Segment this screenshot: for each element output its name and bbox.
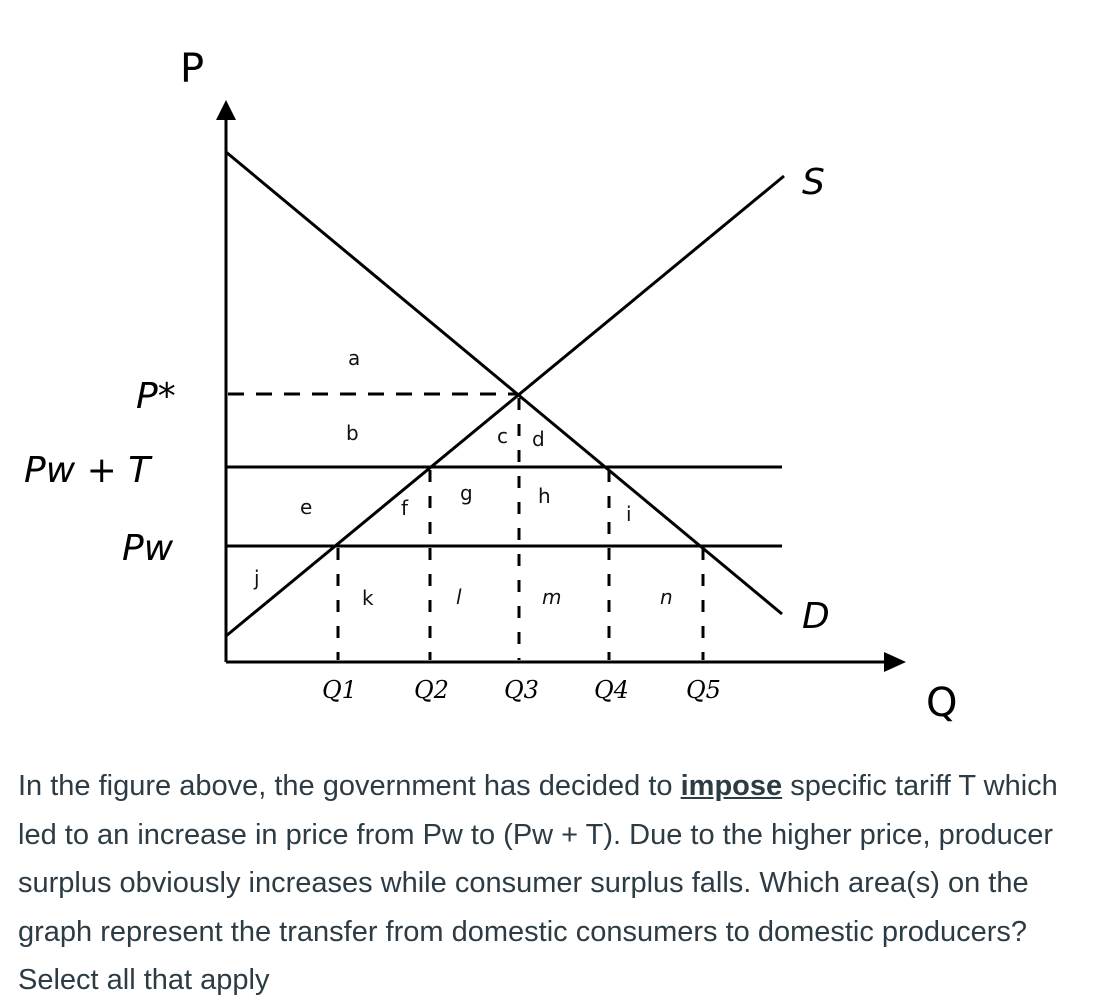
x-axis-arrowhead xyxy=(884,652,906,672)
area-i-label: i xyxy=(626,502,632,526)
question-text-part1: In the figure above, the government has decided to xyxy=(18,770,681,802)
q1-label: Q1 xyxy=(322,676,357,704)
area-h-label: h xyxy=(538,484,551,508)
area-g-label: g xyxy=(460,481,473,505)
question-text xyxy=(18,762,1098,1005)
area-k-label: k xyxy=(362,586,374,610)
x-axis-label: Q xyxy=(926,680,958,726)
area-f-label: f xyxy=(401,496,409,520)
pw-plus-t-label: Pw + T xyxy=(24,450,151,491)
question-emphasis-impose: impose xyxy=(680,770,783,802)
pw-label: Pw xyxy=(122,528,174,569)
area-j-label: j xyxy=(254,566,260,590)
area-e-label: e xyxy=(300,495,313,519)
area-n-label: n xyxy=(660,585,673,609)
demand-curve-label: D xyxy=(802,596,830,637)
supply-curve-label: S xyxy=(802,162,825,203)
p-star-label: P* xyxy=(136,376,176,417)
question-text-part2: specific tariff T which led to an increase in price from Pw to (Pw + T). Due to the higher price, producer surplus obviously increases while consumer surplus falls. Which area(s) on the graph represent the transfer from domestic consumers to domestic producers? Select all that apply xyxy=(18,770,1058,996)
area-m-label: m xyxy=(542,585,562,609)
area-c-label: c xyxy=(497,424,508,448)
y-axis-arrowhead xyxy=(216,100,236,120)
area-l-label: l xyxy=(456,585,462,609)
q3-label: Q3 xyxy=(504,676,539,704)
q2-label: Q2 xyxy=(414,676,449,704)
area-d-label: d xyxy=(532,427,545,451)
q4-label: Q4 xyxy=(594,676,629,704)
area-b-label: b xyxy=(346,421,359,445)
area-a-label: a xyxy=(348,346,361,370)
q5-label: Q5 xyxy=(686,676,721,704)
supply-curve xyxy=(226,176,784,636)
y-axis-label: P xyxy=(180,46,205,92)
